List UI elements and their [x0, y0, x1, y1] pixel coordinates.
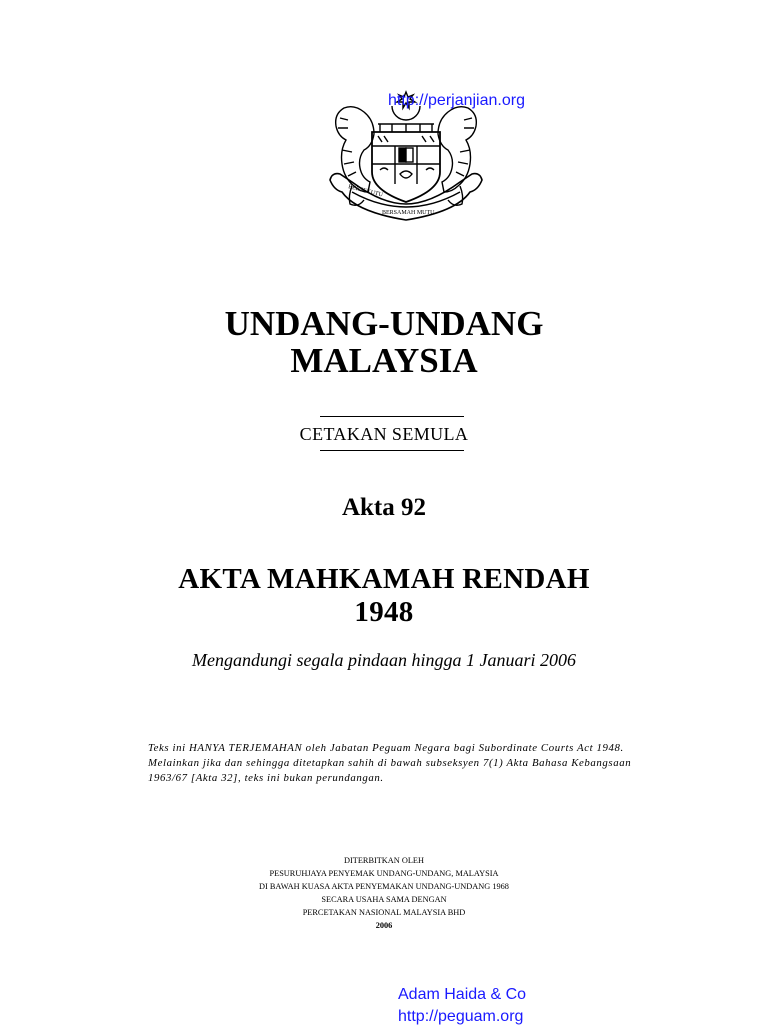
amendment-note: Mengandungi segala pindaan hingga 1 Januari 2006 — [192, 650, 576, 670]
act-name-line-2: 1948 — [354, 596, 414, 628]
coat-of-arms-icon — [322, 88, 490, 236]
footer — [398, 984, 598, 1028]
publisher-block — [0, 854, 768, 932]
footer-firm: Adam Haida & Co — [398, 986, 527, 1003]
divider-bottom — [320, 450, 464, 451]
publisher-line-4: SECARA USAHA SAMA DENGAN — [321, 895, 447, 904]
emblem-motto-left: BERSEKUTU — [347, 184, 384, 199]
act-name — [0, 563, 768, 629]
reprint-label: CETAKAN SEMULA — [299, 424, 469, 444]
act-number: Akta 92 — [341, 494, 427, 521]
title-line-2: MALAYSIA — [290, 341, 478, 380]
publisher-line-2: PESURUHJAYA PENYEMAK UNDANG-UNDANG, MALAYSIA — [269, 869, 499, 878]
publisher-year: 2006 — [375, 921, 393, 930]
divider-top — [320, 416, 464, 417]
publisher-line-5: PERCETAKAN NASIONAL MALAYSIA BHD — [302, 908, 466, 917]
publisher-line-1: DITERBITKAN OLEH — [344, 856, 424, 865]
emblem-motto-bottom: BERSAMAH MUTU — [382, 210, 435, 216]
footer-link[interactable]: http://peguam.org — [398, 1008, 524, 1025]
translation-note — [148, 741, 668, 786]
document-title — [0, 305, 768, 379]
note-line-3: 1963/67 [Akta 32], teks ini bukan perundangan. — [148, 772, 384, 784]
note-line-2: Melainkan jika dan sehingga ditetapkan sahih di bawah subseksyen 7(1) Akta Bahasa Kebangsaan — [148, 757, 632, 769]
header-link[interactable]: http://perjanjian.org — [388, 92, 525, 109]
title-line-1: UNDANG-UNDANG — [224, 304, 544, 343]
publisher-line-3: DI BAWAH KUASA AKTA PENYEMAKAN UNDANG-UNDANG 1968 — [259, 882, 509, 891]
note-line-1: Teks ini HANYA TERJEMAHAN oleh Jabatan Peguam Negara bagi Subordinate Courts Act 1948. — [148, 742, 624, 754]
act-name-line-1: AKTA MAHKAMAH RENDAH — [178, 563, 590, 595]
